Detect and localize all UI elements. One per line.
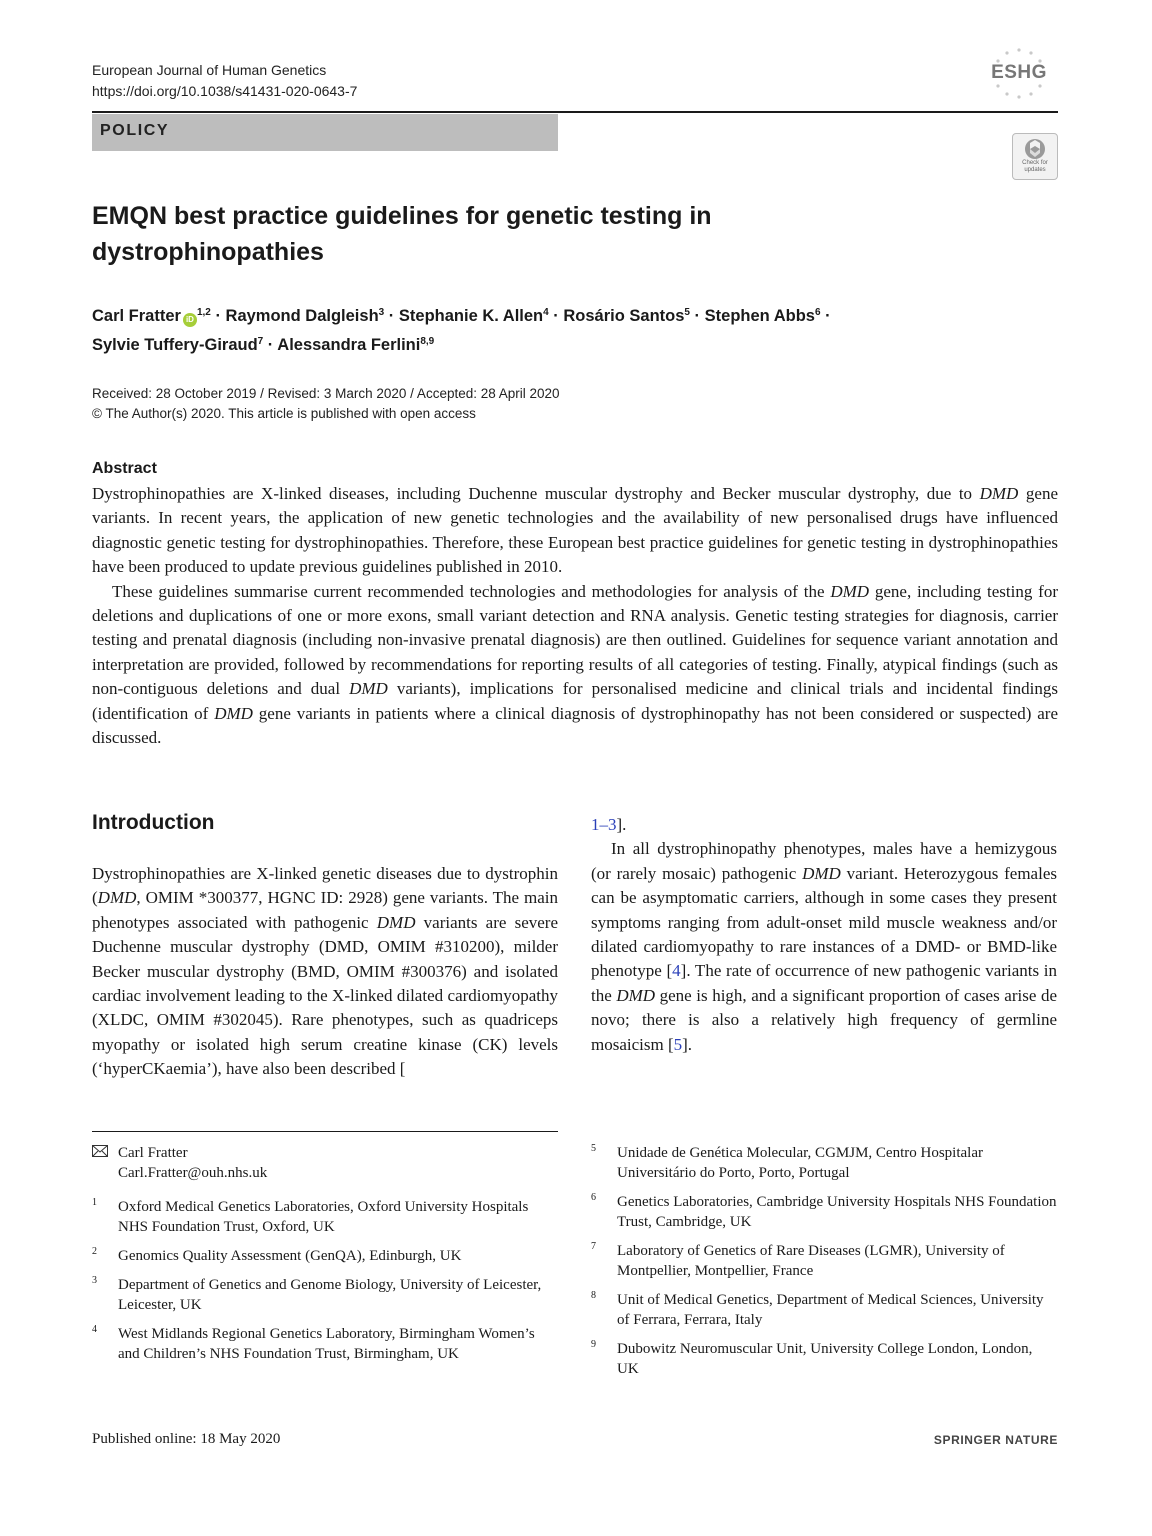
text-run: variants), implications for personalised medicine and clinical trials and incidental findings (identification of: [92, 679, 1058, 723]
text-run: gene variants in patients where a clinical diagnosis of dystrophinopathy has not been considered or suspected) are discussed.: [92, 703, 1058, 748]
text-run: ]. The rate of occurrence of new pathogenic variants in the: [591, 961, 1057, 1005]
affiliation-number: 3: [92, 1275, 97, 1286]
text-run: variant. Heterozygous females can be asymptomatic carriers, although in some cases they present symptoms ranging from adult-onset mild muscle weakness and/or dilated cardiomyopathy to rare instances of a DMD- or BMD-like phenotype [: [591, 863, 1057, 981]
intro-paragraph-1-continued: [591, 813, 1057, 837]
citation-link[interactable]: 4: [672, 961, 681, 981]
author-line-2: [92, 329, 1052, 358]
author-name[interactable]: Stephen Abbs: [704, 307, 815, 325]
text-run: These guidelines summarise current recommended technologies and methodologies for analysis of the: [112, 581, 831, 601]
affiliation: [92, 1275, 558, 1315]
gene-name: DMD: [214, 703, 253, 723]
affiliation: [591, 1192, 1057, 1232]
gene-name: DMD: [616, 985, 656, 1005]
text-run: Dystrophinopathies are X-linked genetic diseases due to dystrophin (: [92, 864, 558, 908]
affiliation-text: Genomics Quality Assessment (GenQA), Edinburgh, UK: [118, 1248, 462, 1264]
text-run: , OMIM *300377, HGNC ID: 2928) gene variants. The main phenotypes associated with pathogenic: [92, 888, 558, 932]
affiliation: [591, 1143, 1057, 1183]
correspondence-email[interactable]: Carl.Fratter@ouh.nhs.uk: [118, 1165, 268, 1181]
gene-name: DMD: [97, 888, 137, 908]
affiliation: [92, 1197, 558, 1237]
doi-link[interactable]: https://doi.org/10.1038/s41431-020-0643-7: [92, 83, 358, 99]
title-line-2: dystrophinopathies: [92, 238, 324, 266]
affiliation-number: 2: [92, 1246, 97, 1257]
author-name[interactable]: Raymond Dalgleish: [225, 307, 379, 325]
affiliation-text: Laboratory of Genetics of Rare Diseases (LGMR), University of Montpellier, Montpellier, France: [617, 1243, 1005, 1279]
affiliation-number: 6: [591, 1192, 596, 1203]
author-separator: ·: [820, 307, 831, 325]
text-run: ].: [616, 815, 627, 834]
author-list: [92, 300, 1052, 358]
abstract-heading: Abstract: [92, 460, 157, 477]
gene-name: DMD: [376, 912, 416, 932]
check-for-updates-button[interactable]: [1012, 133, 1058, 180]
intro-paragraph-2: [591, 837, 1057, 1057]
affiliation: [591, 1290, 1057, 1330]
author-affil: 7: [257, 336, 264, 347]
footnotes-left: [92, 1143, 558, 1373]
author-name[interactable]: Carl Fratter: [92, 307, 181, 325]
author-line-1: [92, 300, 1052, 329]
body-column-left: [92, 862, 558, 1082]
citation-link[interactable]: 1–3: [591, 815, 617, 834]
author-name[interactable]: Sylvie Tuffery-Giraud: [92, 336, 258, 354]
article-history: [92, 384, 560, 424]
affiliation-number: 4: [92, 1324, 97, 1335]
affiliation: [92, 1324, 558, 1364]
author-affil: 4: [543, 307, 549, 318]
text-run: gene is high, and a significant proportion of cases arise de novo; there is also a relatively high frequency of germline mosaicism [: [591, 985, 1057, 1054]
author-name[interactable]: Rosário Santos: [563, 307, 685, 325]
correspondence: [92, 1143, 558, 1183]
text-run: variants are severe Duchenne muscular dystrophy (DMD, OMIM #310200), milder Becker muscular dystrophy (BMD, OMIM #300376) and isolated cardiac involvement leading to the X-linked dilated cardiomyopathy (XLDC, OMIM #302045). Rare phenotypes, such as quadriceps myopathy or isolated high serum creatine kinase (CK) levels (‘hyperCKaemia’), have also been described [: [92, 912, 558, 1079]
footnotes-right: [591, 1143, 1057, 1388]
text-run: Dystrophinopathies are X-linked diseases, including Duchenne muscular dystrophy and Becker muscular dystrophy, due to: [92, 484, 980, 503]
gene-name: DMD: [802, 863, 841, 883]
author-separator: ·: [689, 307, 705, 325]
affiliation: [591, 1241, 1057, 1281]
section-label: POLICY: [100, 122, 170, 139]
section-heading-introduction: Introduction: [92, 811, 215, 834]
author-affil: 6: [814, 307, 821, 318]
text-run: ].: [682, 1034, 693, 1054]
gene-name: DMD: [830, 581, 870, 601]
title-line-1: EMQN best practice guidelines for genetic testing in: [92, 202, 712, 230]
author-separator: ·: [210, 307, 226, 325]
affiliation-text: Genetics Laboratories, Cambridge University Hospitals NHS Foundation Trust, Cambridge, UK: [617, 1194, 1057, 1230]
affiliation-number: 9: [591, 1339, 596, 1350]
affiliation-text: Dubowitz Neuromuscular Unit, University College London, London, UK: [617, 1341, 1033, 1377]
envelope-icon: [92, 1145, 108, 1157]
text-run: In all dystrophinopathy phenotypes, males have a hemizygous (or rarely mosaic) pathogenic: [591, 839, 1057, 883]
history-dates: Received: 28 October 2019 / Revised: 3 March 2020 / Accepted: 28 April 2020: [92, 386, 560, 401]
header-rule: [92, 111, 1058, 113]
abstract-paragraph-2: [92, 580, 1058, 751]
footnote-rule: [92, 1131, 558, 1132]
orcid-icon[interactable]: iD: [183, 313, 197, 327]
affiliation-number: 5: [591, 1143, 596, 1154]
published-date: Published online: 18 May 2020: [92, 1431, 281, 1447]
eshg-logo: [978, 46, 1060, 104]
section-bar: [92, 114, 558, 151]
citation-link[interactable]: 5: [673, 1034, 683, 1054]
copyright-line: © The Author(s) 2020. This article is published with open access: [92, 406, 476, 421]
affiliation-text: Unit of Medical Genetics, Department of Medical Sciences, University of Ferrara, Ferrara, Italy: [617, 1292, 1044, 1328]
eshg-logo-text: ESHG: [991, 62, 1047, 83]
text-run: gene variants. In recent years, the application of new genetic technologies and the availability of new personalised drugs have influenced diagnostic genetic testing for dystrophinopathies. Therefore, these European best practice guidelines for genetic testing in dystrophinopathies have been produced to update previous guidelines published in 2010.: [92, 484, 1058, 577]
author-affil: 5: [684, 307, 690, 318]
author-name[interactable]: Alessandra Ferlini: [277, 336, 421, 354]
author-separator: ·: [548, 307, 564, 325]
affiliation-number: 8: [591, 1290, 596, 1301]
affiliation: [591, 1339, 1057, 1379]
text-run: gene, including testing for deletions and duplications of one or more exons, small variant detection and RNA analysis. Genetic testing strategies for diagnosis, carrier testing and prenatal diagnosis (including non-invasive prenatal diagnosis) are then outlined. Guidelines for sequence variant annotation and interpretation are provided, followed by recommendations for reporting results of all categories of testing. Finally, atypical findings (such as non-contiguous deletions and dual: [92, 581, 1058, 699]
affiliation: [92, 1246, 558, 1266]
body-column-right: [591, 813, 1057, 1057]
affiliation-text: Department of Genetics and Genome Biology, University of Leicester, Leicester, UK: [118, 1277, 542, 1313]
abstract-paragraph-1: [92, 482, 1058, 580]
author-affil: 8,9: [420, 336, 435, 347]
author-affil: 1,2: [196, 307, 211, 318]
author-separator: ·: [263, 336, 278, 354]
author-affil: 3: [378, 307, 385, 318]
check-for-updates-label: Check for updates: [1022, 160, 1048, 173]
journal-header: [92, 60, 357, 102]
author-separator: ·: [384, 307, 399, 325]
affiliation-number: 7: [591, 1241, 596, 1252]
affiliation-text: West Midlands Regional Genetics Laboratory, Birmingham Women’s and Children’s NHS Foundation Trust, Birmingham, UK: [118, 1326, 535, 1362]
gene-name: DMD: [979, 484, 1019, 503]
publisher-logo: SPRINGER NATURE: [933, 1433, 1058, 1447]
author-name[interactable]: Stephanie K. Allen: [398, 307, 544, 325]
correspondence-name: Carl Fratter: [118, 1145, 188, 1161]
gene-name: DMD: [349, 679, 388, 699]
affiliation-text: Oxford Medical Genetics Laboratories, Oxford University Hospitals NHS Foundation Trust, Oxford, UK: [118, 1199, 529, 1235]
intro-paragraph-1: [92, 862, 558, 1082]
affiliation-number: 1: [92, 1197, 97, 1208]
journal-name: European Journal of Human Genetics: [92, 62, 327, 78]
check-for-updates-icon: [1021, 137, 1049, 161]
affiliation-text: Unidade de Genética Molecular, CGMJM, Centro Hospitalar Universitário do Porto, Porto, Portugal: [617, 1145, 983, 1181]
abstract-body: [92, 482, 1058, 750]
article-title: [92, 198, 1032, 270]
